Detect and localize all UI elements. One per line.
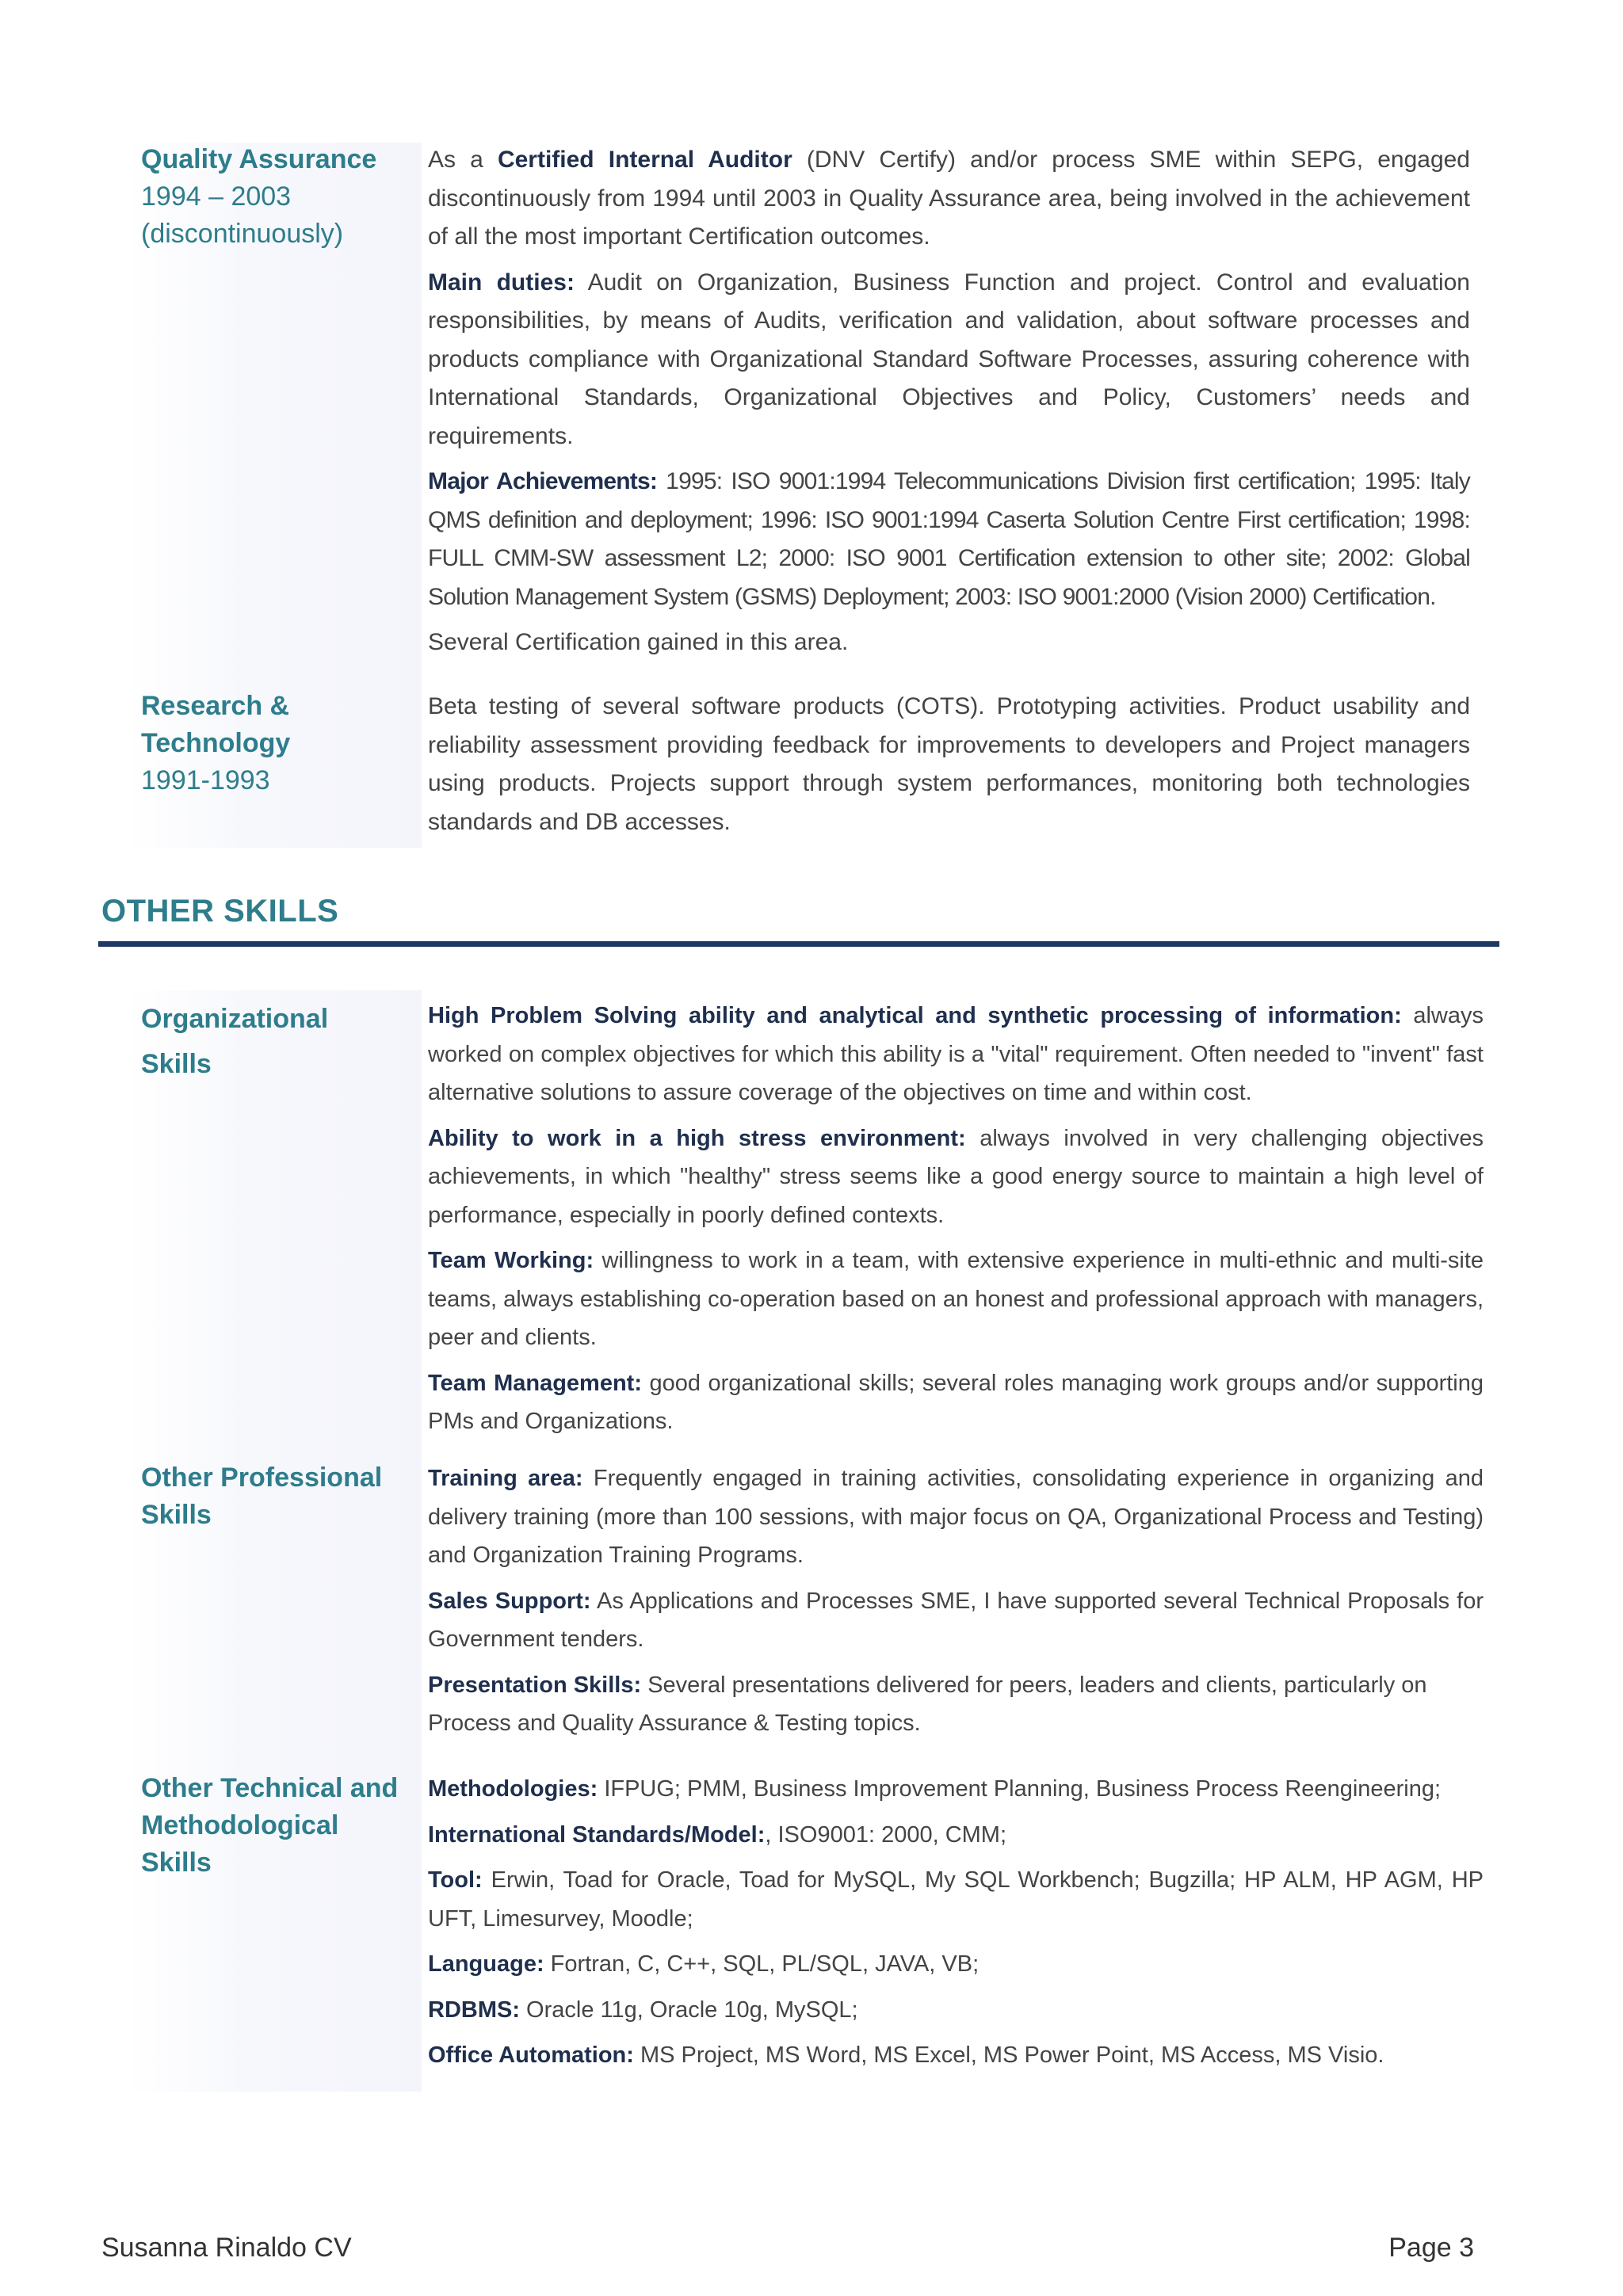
skill-methodologies: Methodologies: IFPUG; PMM, Business Improvement Planning, Business Process Reengineering; xyxy=(428,1776,1442,1802)
entry-label xyxy=(141,141,418,253)
skill-tools: Tool: Erwin, Toad for Oracle, Toad for MySQL, My SQL Workbench; Bugzilla; HP ALM, HP AGM, HP UFT, Limesurvey, Moodle; xyxy=(428,1867,1484,1932)
skill-team-working: Team Working: willingness to work in a team, with extensive experience in multi-ethnic and multi-site teams, always establishing co-operation based on an honest and professional approach with managers, peer and clients. xyxy=(428,1248,1484,1350)
skill-team-management: Team Management: good organizational skills; several roles managing work groups and/or supporting PMs and Organizations. xyxy=(428,1370,1484,1434)
footer-page-number: Page 3 xyxy=(1388,2233,1474,2263)
skills-description xyxy=(428,997,1484,1448)
skills-label: Organizational Skills xyxy=(141,1004,329,1079)
footer-document-title: Susanna Rinaldo CV xyxy=(101,2233,352,2263)
skill-presentation: Presentation Skills: Several presentations delivered for peers, leaders and clients, particularly on Process and Quality Assurance & Testing topics. xyxy=(428,1672,1427,1736)
entry-title: Research & Technology xyxy=(141,691,291,758)
paragraph-main-duties: Main duties: Audit on Organization, Business Function and project. Control and evaluation responsibilities, by means of Audits, verification and validation, about software processes and products compliance with Organizational Standard Software Processes, assuring coherence with International Standards, Organizational Objectives and Policy, Customers’ needs and requirements. xyxy=(428,269,1470,449)
entry-title: Quality Assurance xyxy=(141,144,377,174)
skill-stress-environment: Ability to work in a high stress environment: always involved in very challenging objectives achievements, in which "healthy" stress seems like a good energy source to maintain a high level of performance, especially in poorly defined contexts. xyxy=(428,1125,1484,1228)
sidebar-shade-skills xyxy=(127,990,422,2092)
entry-period-note: (discontinuously) xyxy=(141,219,344,249)
skill-sales-support: Sales Support: As Applications and Processes SME, I have supported several Technical Proposals for Government tenders. xyxy=(428,1588,1484,1652)
role-title: Certified Internal Auditor xyxy=(497,147,792,173)
skill-office-automation: Office Automation: MS Project, MS Word, MS Excel, MS Power Point, MS Access, MS Visio. xyxy=(428,2042,1384,2068)
paragraph-research: Beta testing of several software products (COTS). Prototyping activities. Product usability and reliability assessment providing feedback for improvements to developers and Project managers using products. Projects support through system performances, monitoring both technologies standards and DB accesses. xyxy=(428,693,1470,835)
skills-description xyxy=(428,1770,1484,2082)
skill-training-area: Training area: Frequently engaged in training activities, consolidating experience in organizing and delivery training (more than 100 sessions, with major focus on QA, Organizational Process and Testing) and Organization Training Programs. xyxy=(428,1466,1484,1568)
entry-label xyxy=(141,688,418,799)
paragraph-certifications: Several Certification gained in this area. xyxy=(428,629,849,655)
skill-international-standards: International Standards/Model:, ISO9001: 2000, CMM; xyxy=(428,1821,1007,1848)
entry-period: 1991-1993 xyxy=(141,765,270,795)
paragraph-role: As a Certified Internal Auditor (DNV Certify) and/or process SME within SEPG, engaged discontinuously from 1994 until 2003 in Quality Assurance area, being involved in the achievement of all the most important Certification outcomes. xyxy=(428,147,1470,250)
entry-description xyxy=(428,141,1470,669)
main-duties-heading: Main duties: xyxy=(428,269,575,296)
skill-problem-solving: High Problem Solving ability and analytical and synthetic processing of information: always worked on complex objectives for which this ability is a "vital" requirement. Often needed to "invent" fast alternative solutions to assure coverage of the objectives on time and within cost. xyxy=(428,1003,1484,1105)
entry-period: 1994 – 2003 xyxy=(141,181,292,212)
major-achievements-heading: Major Achievements: xyxy=(428,468,658,494)
section-title-other-skills: OTHER SKILLS xyxy=(101,894,339,929)
section-divider xyxy=(98,941,1499,947)
paragraph-major-achievements: Major Achievements: 1995: ISO 9001:1994 Telecommunications Division first certification; 1995: Italy QMS definition and deployment; 1996: ISO 9001:1994 Caserta Solution Centre First certification; 1998: FULL CMM-SW assessment L2; 2000: ISO 9001 Certification extension to other site; 2002: Global Solution Management System (GSMS) Deployment; 2003: ISO 9001:2000 (Vision 2000) Certification. xyxy=(428,468,1470,610)
skill-languages: Language: Fortran, C, C++, SQL, PL/SQL, JAVA, VB; xyxy=(428,1951,980,1977)
skills-label: Other Technical and Methodological Skills xyxy=(141,1773,399,1878)
skill-rdbms: RDBMS: Oracle 11g, Oracle 10g, MySQL; xyxy=(428,1997,858,2023)
skills-description xyxy=(428,1459,1484,1750)
skills-label: Other Professional Skills xyxy=(141,1463,383,1530)
entry-description xyxy=(428,688,1470,849)
